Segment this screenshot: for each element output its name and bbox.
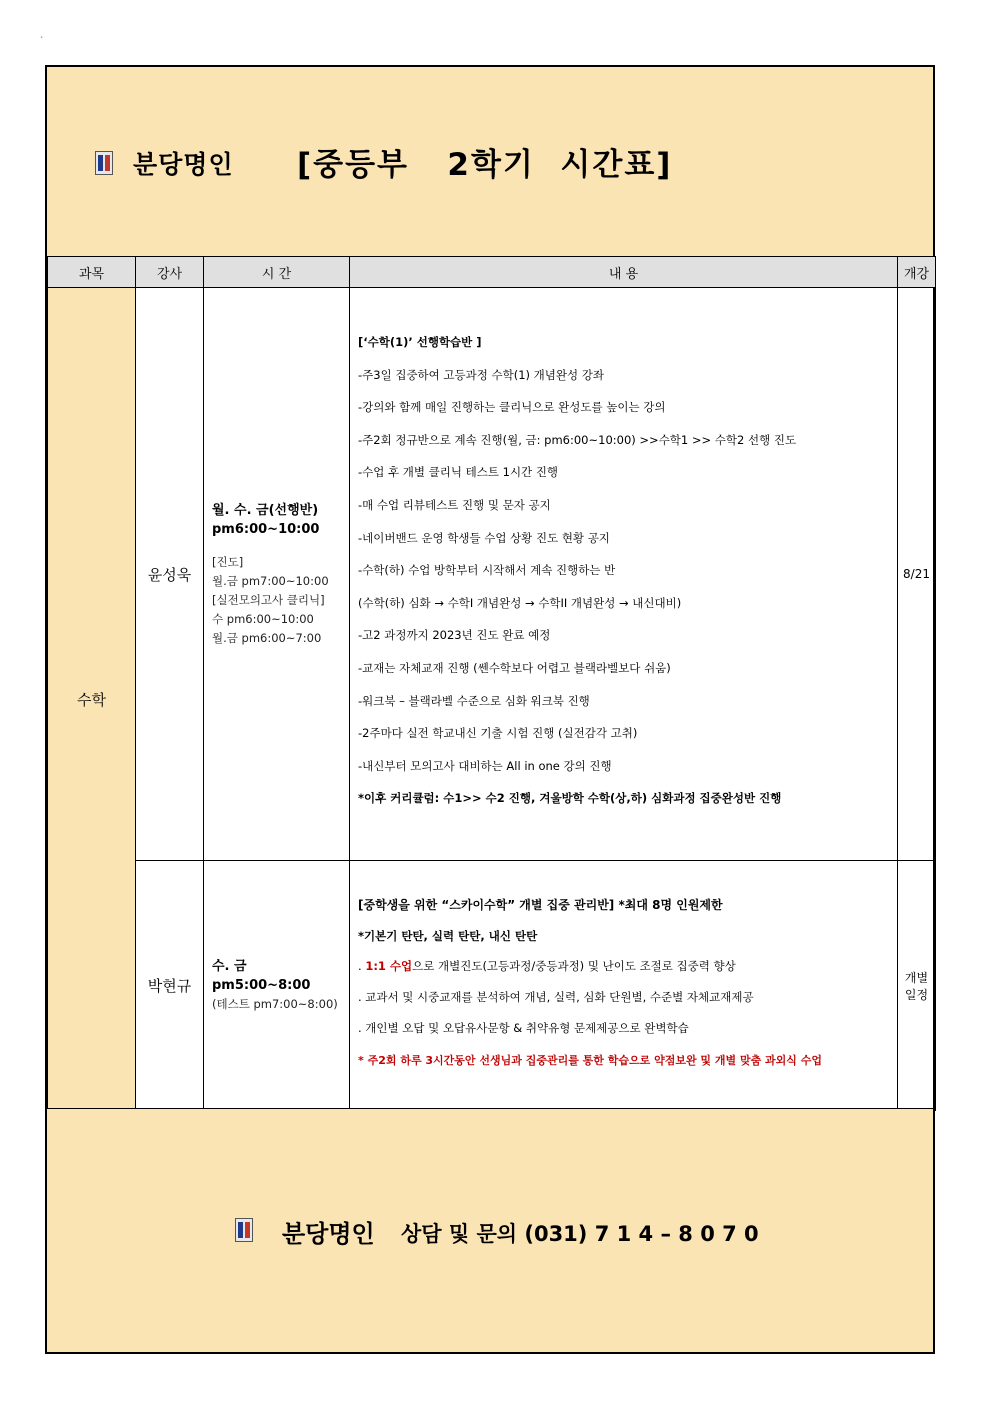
page-title: [중등부 2학기 시간표] — [297, 147, 673, 183]
timetable-sheet — [45, 65, 935, 1354]
content-line: -2주마다 실전 학교내신 기출 시험 진행 (실전감각 고취) — [358, 726, 638, 741]
content-cell — [350, 861, 898, 1111]
content-line: -워크북 – 블랙라벨 수준으로 심화 워크북 진행 — [358, 693, 590, 708]
teacher-cell: 윤성욱 — [136, 288, 204, 861]
time-sub: [진도] — [212, 554, 244, 569]
time-main: 수. 금 pm5:00~8:00 — [212, 959, 311, 993]
time-sub: (테스트 pm7:00~8:00) — [212, 997, 338, 1011]
page-footer — [47, 1108, 933, 1352]
footer-contact: 상담 및 문의 (031) 7 1 4 – 8 0 7 0 — [401, 1222, 759, 1246]
content-line: -수학(하) 수업 방학부터 시작해서 계속 진행하는 반 — [358, 563, 616, 578]
column-header-row — [48, 257, 936, 288]
content-line: [중학생을 위한 “스카이수학” 개별 집중 관리반] *최대 8명 인원제한 — [358, 898, 723, 912]
content-line: (수학(하) 심화 → 수학I 개념완성 → 수학II 개념완성 → 내신대비) — [358, 595, 682, 610]
content-line: -매 수업 리뷰테스트 진행 및 문자 공지 — [358, 497, 551, 512]
content-line: -강의와 함께 매일 진행하는 클리닉으로 완성도를 높이는 강의 — [358, 400, 666, 415]
time-cell — [204, 288, 350, 861]
content-line: -네이버밴드 운영 학생들 수업 상황 진도 현황 공지 — [358, 530, 610, 545]
time-sub: 월.금 pm6:00~7:00 — [212, 630, 322, 645]
col-time: 시 간 — [204, 257, 350, 288]
content-line: -주3일 집중하여 고등과정 수학(1) 개념완성 강좌 — [358, 367, 604, 382]
timetable — [47, 256, 936, 1111]
content-line: *이후 커리큘럼: 수1>> 수2 진행, 겨울방학 수학(상,하) 심화과정 집중완성반 진행 — [358, 791, 782, 806]
time-sub: 수 pm6:00~10:00 — [212, 611, 314, 626]
content-line: [‘수학(1)’ 선행학습반 ] — [358, 335, 482, 349]
content-line: -교재는 자체교재 진행 (쎈수학보다 어렵고 블랙라벨보다 쉬움) — [358, 660, 671, 675]
content-line: . 1:1 수업으로 개별진도(고등과정/중등과정) 및 난이도 조절로 집중력 향상 — [358, 958, 736, 973]
col-subject: 과목 — [48, 257, 136, 288]
content-line: . 교과서 및 시중교재를 분석하여 개념, 실력, 심화 단원별, 수준별 자체교재제공 — [358, 989, 754, 1004]
time-cell — [204, 861, 350, 1111]
table-row — [48, 288, 936, 861]
open-date-cell: 개별 일정 — [898, 861, 936, 1111]
footer-brand: 분당명인 — [282, 1220, 375, 1248]
page-header — [47, 67, 933, 257]
open-date-cell: 8/21 — [898, 288, 936, 861]
col-open: 개강 — [898, 257, 936, 288]
col-teacher: 강사 — [136, 257, 204, 288]
time-sub: [실전모의고사 클리닉] — [212, 592, 325, 607]
table-row — [48, 861, 936, 1111]
col-content: 내 용 — [350, 257, 898, 288]
one-on-one-highlight: 1:1 수업 — [365, 958, 413, 973]
academy-logo-icon — [95, 151, 113, 175]
content-line: * 주2회 하루 3시간동안 선생님과 집중관리를 통한 학습으로 약점보완 및 개별 맞춤 과외식 수업 — [358, 1053, 823, 1067]
time-main: pm6:00~10:00 — [212, 521, 320, 537]
academy-logo-icon — [235, 1218, 253, 1242]
teacher-cell: 박현규 — [136, 861, 204, 1111]
content-line: -수업 후 개별 클리닉 테스트 1시간 진행 — [358, 465, 559, 480]
content-line: *기본기 탄탄, 실력 탄탄, 내신 탄탄 — [358, 928, 538, 943]
content-line: . 개인별 오답 및 오답유사문항 & 취약유형 문제제공으로 완벽학습 — [358, 1020, 689, 1035]
content-line: -내신부터 모의고사 대비하는 All in one 강의 진행 — [358, 758, 612, 773]
content-line: -고2 과정까지 2023년 진도 완료 예정 — [358, 628, 551, 643]
header-brand: 분당명인 — [133, 150, 234, 179]
time-main: 월. 수. 금(선행반) — [212, 502, 319, 518]
content-cell — [350, 288, 898, 861]
subject-cell: 수학 — [48, 288, 136, 1111]
content-line: -주2회 정규반으로 계속 진행(월, 금: pm6:00~10:00) >>수학1 >> 수학2 선행 진도 — [358, 432, 797, 447]
time-sub: 월.금 pm7:00~10:00 — [212, 573, 329, 588]
corner-mark: ` — [40, 36, 44, 45]
